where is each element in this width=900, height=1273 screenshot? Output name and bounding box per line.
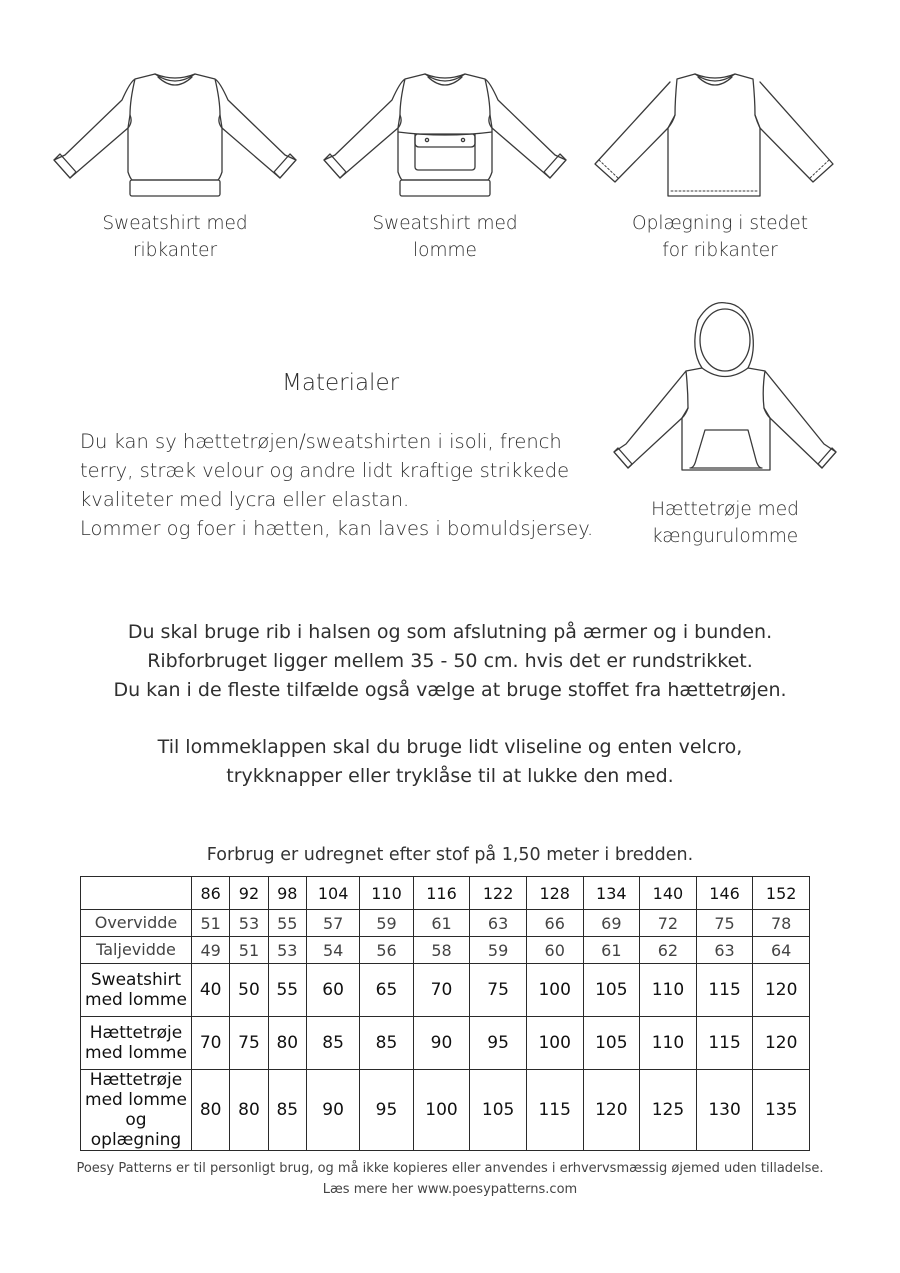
size-header: 116 (413, 877, 470, 910)
materials-line: Du kan sy hættetrøjen/sweatshirten i isoli, french (80, 430, 562, 453)
table-caption: Forbrug er udregnet efter stof på 1,50 meter i bredden. (206, 845, 694, 865)
table-cell: 51 (192, 910, 230, 937)
table-cell: 75 (470, 964, 527, 1017)
rib-info-line: Du skal bruge rib i halsen og som afslutning på ærmer og i bunden. (127, 621, 773, 643)
size-header: 86 (192, 877, 230, 910)
table-cell: 90 (306, 1070, 359, 1151)
table-cell: 80 (230, 1070, 268, 1151)
sweatshirt-pocket-icon (310, 60, 580, 210)
table-cell: 56 (360, 937, 413, 964)
table-corner-cell (81, 877, 192, 910)
caption-line: Sweatshirt med (102, 213, 248, 234)
table-cell: 110 (640, 1017, 697, 1070)
table-cell: 61 (583, 937, 640, 964)
row-label-line: Sweatshirt (90, 970, 182, 990)
table-cell: 120 (753, 964, 810, 1017)
caption-line: Sweatshirt med (372, 213, 518, 234)
size-header: 146 (696, 877, 753, 910)
row-label-line: med lomme (85, 990, 187, 1010)
table-cell: 59 (360, 910, 413, 937)
table-cell: 53 (268, 937, 306, 964)
row-label-line: Hættetrøje (89, 1070, 183, 1090)
size-header: 92 (230, 877, 268, 910)
caption-sweatshirt-ribbed (40, 210, 310, 264)
sweatshirt-pocket-illustration (310, 60, 580, 210)
table-cell: 70 (413, 964, 470, 1017)
size-header: 122 (470, 877, 527, 910)
size-header: 104 (306, 877, 359, 910)
table-cell: 63 (696, 937, 753, 964)
table-cell: 70 (192, 1017, 230, 1070)
caption-line: ribkanter (132, 240, 218, 261)
rib-info-line: Du kan i de fleste tilfælde også vælge at bruge stoffet fra hættetrøjen. (113, 679, 787, 701)
materials-line: terry, stræk velour og andre lidt kraftige strikkede (80, 459, 570, 482)
pocket-info (0, 733, 900, 791)
table-cell: 49 (192, 937, 230, 964)
table-cell: 105 (583, 1017, 640, 1070)
rib-info-line: Ribforbruget ligger mellem 35 - 50 cm. hvis det er rundstrikket. (147, 650, 753, 672)
table-cell: 100 (526, 964, 583, 1017)
table-cell: 55 (268, 910, 306, 937)
row-label (81, 1070, 192, 1151)
caption-line: for ribkanter (662, 240, 778, 261)
table-cell: 85 (306, 1017, 359, 1070)
sweatshirt-hemmed-icon (585, 60, 855, 210)
sweatshirt-ribbed-icon (40, 60, 310, 210)
caption-line: Oplægning i stedet (632, 213, 808, 234)
size-header: 110 (360, 877, 413, 910)
row-label: Taljevidde (81, 937, 192, 964)
materials-line: kvaliteter med lycra eller elastan. (80, 488, 410, 511)
table-cell: 57 (306, 910, 359, 937)
table-row (81, 964, 810, 1017)
table-cell: 58 (413, 937, 470, 964)
table-cell: 105 (470, 1070, 527, 1151)
table-cell: 90 (413, 1017, 470, 1070)
table-cell: 63 (470, 910, 527, 937)
table-row (81, 1070, 810, 1151)
table-cell: 61 (413, 910, 470, 937)
table-cell: 100 (526, 1017, 583, 1070)
materials-title: Materialer (282, 370, 400, 396)
sweatshirt-hemmed-illustration (585, 60, 855, 210)
table-cell: 75 (230, 1017, 268, 1070)
rib-info (0, 618, 900, 705)
pocket-info-line: trykknapper eller tryklåse til at lukke den med. (226, 765, 674, 787)
table-row (81, 910, 810, 937)
table-cell: 100 (413, 1070, 470, 1151)
row-label (81, 964, 192, 1017)
table-header-row (81, 877, 810, 910)
table-cell: 115 (696, 964, 753, 1017)
table-cell: 75 (696, 910, 753, 937)
materials-body (80, 427, 600, 543)
pocket-info-line: Til lommeklappen skal du bruge lidt vliseline og enten velcro, (157, 736, 743, 758)
table-cell: 115 (526, 1070, 583, 1151)
size-header: 134 (583, 877, 640, 910)
size-header: 128 (526, 877, 583, 910)
footer-website-link[interactable]: Læs mere her www.poesypatterns.com (322, 1182, 578, 1197)
hoodie-kangaroo-illustration (590, 290, 860, 480)
table-cell: 80 (268, 1017, 306, 1070)
table-cell: 40 (192, 964, 230, 1017)
table-cell: 50 (230, 964, 268, 1017)
table-cell: 85 (360, 1017, 413, 1070)
table-cell: 78 (753, 910, 810, 937)
table-cell: 69 (583, 910, 640, 937)
caption-sweatshirt-hemmed (585, 210, 855, 264)
table-cell: 60 (306, 964, 359, 1017)
hoodie-icon (590, 290, 860, 480)
row-label-line: med lomme (85, 1043, 187, 1063)
table-cell: 59 (470, 937, 527, 964)
table-cell: 105 (583, 964, 640, 1017)
table-cell: 64 (753, 937, 810, 964)
table-cell: 72 (640, 910, 697, 937)
table-cell: 62 (640, 937, 697, 964)
table-cell: 135 (753, 1070, 810, 1151)
table-cell: 120 (583, 1070, 640, 1151)
size-table (80, 876, 810, 1151)
caption-line: kængurulomme (651, 526, 799, 547)
size-header: 140 (640, 877, 697, 910)
table-cell: 95 (470, 1017, 527, 1070)
table-cell: 85 (268, 1070, 306, 1151)
row-label-line: med lomme (85, 1090, 187, 1110)
table-cell: 125 (640, 1070, 697, 1151)
size-header: 152 (753, 877, 810, 910)
table-cell: 51 (230, 937, 268, 964)
sweatshirt-ribbed-illustration (40, 60, 310, 210)
table-cell: 95 (360, 1070, 413, 1151)
table-cell: 110 (640, 964, 697, 1017)
footer-copyright: Poesy Patterns er til personligt brug, og må ikke kopieres eller anvendes i erhvervsmæssig øjemed uden tilladelse. (76, 1161, 824, 1176)
row-label: Overvidde (81, 910, 192, 937)
materials-line: Lommer og foer i hætten, kan laves i bomuldsjersey. (80, 517, 594, 540)
table-cell: 65 (360, 964, 413, 1017)
table-cell: 55 (268, 964, 306, 1017)
row-label-line: og oplægning (90, 1110, 182, 1150)
footer (0, 1158, 900, 1200)
row-label-line: Hættetrøje (89, 1023, 183, 1043)
caption-hoodie-kangaroo (590, 496, 860, 550)
row-label (81, 1017, 192, 1070)
table-cell: 60 (526, 937, 583, 964)
size-header: 98 (268, 877, 306, 910)
caption-line: Hættetrøje med (651, 499, 799, 520)
table-cell: 54 (306, 937, 359, 964)
table-cell: 120 (753, 1017, 810, 1070)
table-cell: 53 (230, 910, 268, 937)
table-cell: 115 (696, 1017, 753, 1070)
table-cell: 80 (192, 1070, 230, 1151)
table-cell: 66 (526, 910, 583, 937)
table-row (81, 1017, 810, 1070)
table-row (81, 937, 810, 964)
caption-sweatshirt-pocket (310, 210, 580, 264)
caption-line: lomme (413, 240, 477, 261)
table-cell: 130 (696, 1070, 753, 1151)
